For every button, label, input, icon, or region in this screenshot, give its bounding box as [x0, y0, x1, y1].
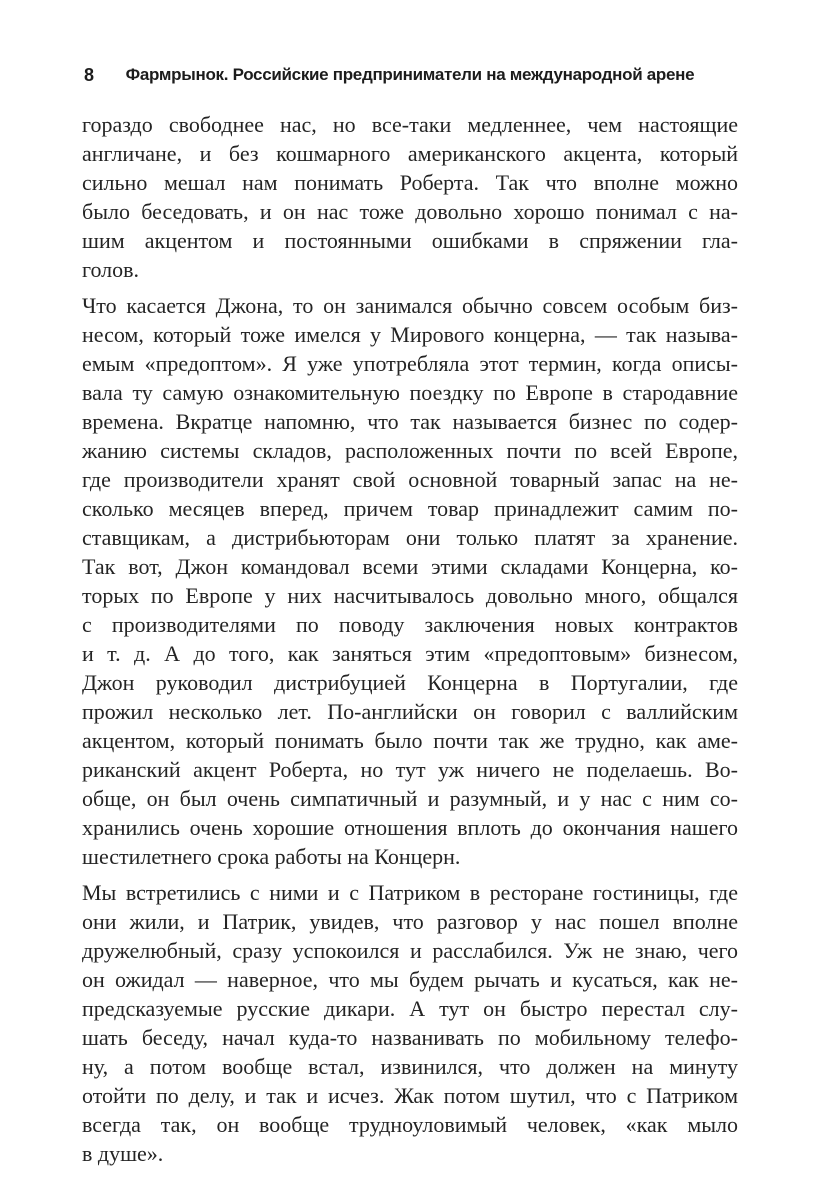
text-line: он ожидал — наверное, что мы будем рычать и кусаться, как не- [82, 967, 738, 992]
text-line: риканский акцент Роберта, но тут уж ничего не поделаешь. Во- [82, 757, 738, 782]
text-line: Мы встретились с ними и с Патриком в ресторане гостиницы, где [82, 880, 738, 905]
text-line: несом, который тоже имелся у Мирового концерна, — так называ- [82, 322, 738, 347]
text-line: жанию системы складов, расположенных почти по всей Европе, [82, 438, 738, 463]
paragraph [82, 110, 738, 284]
page-header [82, 62, 738, 88]
text-line: голов. [82, 257, 140, 282]
text-line: сколько месяцев вперед, причем товар принадлежит самим по- [82, 496, 738, 521]
text-line: обще, он был очень симпатичный и разумный, и у нас с ним со- [82, 786, 738, 811]
text-line: предсказуемые русские дикари. А тут он быстро перестал слу- [82, 996, 738, 1021]
text-line: шим акцентом и постоянными ошибками в спряжении гла- [82, 228, 738, 253]
text-line: прожил несколько лет. По-английски он говорил с валлийским [82, 699, 738, 724]
paragraph [82, 878, 738, 1168]
text-line: англичане, и без кошмарного американского акцента, который [82, 141, 738, 166]
text-line: всегда так, он вообще трудноуловимый человек, «как мыло [82, 1112, 738, 1137]
text-line: ну, а потом вообще встал, извинился, что должен на минуту [82, 1054, 738, 1079]
text-line: Что касается Джона, то он занимался обычно совсем особым биз- [82, 293, 738, 318]
text-line: емым «предоптом». Я уже употребляла этот термин, когда описы- [82, 351, 738, 376]
running-title: Фармрынок. Российские предприниматели на международной арене [125, 65, 695, 84]
text-line: акцентом, который понимать было почти так же трудно, как аме- [82, 728, 738, 753]
page-number: 8 [84, 65, 94, 85]
page-text [82, 110, 738, 1168]
text-line: ставщикам, а дистрибьюторам они только платят за хранение. [82, 525, 738, 550]
text-line: было беседовать, и он нас тоже довольно хорошо понимал с на- [82, 199, 738, 224]
text-line: отойти по делу, и так и исчез. Жак потом шутил, что с Патриком [82, 1083, 738, 1108]
text-line: с производителями по поводу заключения новых контрактов [82, 612, 738, 637]
paragraph [82, 291, 738, 871]
text-line: Так вот, Джон командовал всеми этими складами Концерна, ко- [82, 554, 738, 579]
text-line: и т. д. А до того, как заняться этим «предоптовым» бизнесом, [82, 641, 738, 666]
text-line: времена. Вкратце напомню, что так называется бизнес по содер- [82, 409, 738, 434]
text-line: в душе». [82, 1141, 164, 1166]
text-line: торых по Европе у них насчитывалось довольно много, общался [82, 583, 738, 608]
text-line: дружелюбный, сразу успокоился и расслабился. Уж не знаю, чего [82, 938, 738, 963]
text-line: где производители хранят свой основной товарный запас на не- [82, 467, 738, 492]
text-line: шать беседу, начал куда-то названивать по мобильному телефо- [82, 1025, 738, 1050]
text-line: вала ту самую ознакомительную поездку по Европе в стародавние [82, 380, 738, 405]
text-line: шестилетнего срока работы на Концерн. [82, 844, 461, 869]
text-line: гораздо свободнее нас, но все-таки медленнее, чем настоящие [82, 112, 738, 137]
text-line: они жили, и Патрик, увидев, что разговор у нас пошел вполне [82, 909, 738, 934]
text-line: Джон руководил дистрибуцией Концерна в Португалии, где [82, 670, 738, 695]
text-line: хранились очень хорошие отношения вплоть до окончания нашего [82, 815, 738, 840]
text-line: сильно мешал нам понимать Роберта. Так что вполне можно [82, 170, 738, 195]
